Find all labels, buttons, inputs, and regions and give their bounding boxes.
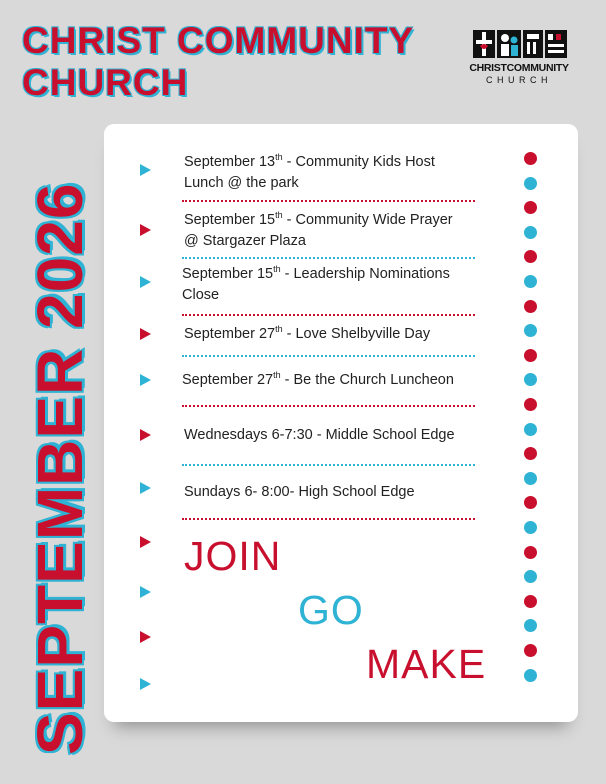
divider — [182, 355, 475, 357]
event-item — [184, 210, 453, 252]
dot-icon — [524, 595, 537, 608]
event-title: - Be the Church Luncheon — [280, 372, 454, 388]
dot-icon — [524, 324, 537, 337]
dot-icon — [524, 423, 537, 436]
logo-subtitle: CHURCH — [486, 75, 552, 85]
dot-icon — [524, 300, 537, 313]
divider — [182, 314, 475, 316]
bullet-triangle-icon — [140, 678, 151, 690]
logo-name-bold: CHRIST — [469, 62, 507, 74]
bullet-triangle-icon — [140, 276, 151, 288]
event-date-suffix: th — [275, 324, 283, 335]
bullet-triangle-icon — [140, 482, 151, 494]
church-logo-icon — [473, 26, 567, 60]
event-item — [184, 324, 430, 345]
bullet-triangle-icon — [140, 224, 151, 236]
event-date-suffix: th — [275, 210, 283, 221]
dot-icon — [524, 373, 537, 386]
dot-icon — [524, 644, 537, 657]
dot-icon — [524, 521, 537, 534]
bullet-triangle-icon — [140, 631, 151, 643]
divider — [182, 464, 475, 466]
event-title: Wednesdays 6-7:30 - Middle School Edge — [184, 427, 455, 443]
logo-name — [457, 62, 581, 74]
event-date: September 13 — [184, 154, 276, 170]
bullet-triangle-icon — [140, 429, 151, 441]
dot-icon — [524, 570, 537, 583]
event-item — [184, 425, 455, 446]
event-title-cont: Close — [182, 287, 220, 303]
slogan-join: JOIN — [184, 533, 282, 579]
dot-icon — [524, 201, 537, 214]
dot-icon — [524, 152, 537, 165]
dot-icon — [524, 472, 537, 485]
dot-icon — [524, 619, 537, 632]
dot-icon — [524, 250, 537, 263]
event-item — [184, 482, 415, 503]
divider — [182, 405, 475, 407]
church-logo — [457, 26, 581, 88]
bullet-triangle-icon — [140, 586, 151, 598]
event-date-suffix: th — [273, 370, 281, 381]
event-title: - Community Wide Prayer — [282, 212, 453, 228]
slogan-make: MAKE — [366, 641, 487, 687]
event-item — [182, 370, 454, 391]
dot-icon — [524, 226, 537, 239]
slogan-go: GO — [298, 587, 364, 633]
event-date: September 15 — [182, 266, 274, 282]
events-card — [104, 124, 578, 722]
dot-icon — [524, 546, 537, 559]
event-title: - Community Kids Host — [282, 154, 435, 170]
event-date: September 15 — [184, 212, 276, 228]
event-title: Sundays 6- 8:00- High School Edge — [184, 484, 415, 500]
divider — [182, 200, 475, 202]
divider — [182, 257, 475, 259]
event-item — [182, 264, 450, 306]
dot-icon — [524, 447, 537, 460]
dot-icon — [524, 669, 537, 682]
event-title: - Leadership Nominations — [280, 266, 450, 282]
bullet-triangle-icon — [140, 536, 151, 548]
event-date: September 27 — [184, 326, 276, 342]
bullet-triangle-icon — [140, 328, 151, 340]
bullet-triangle-icon — [140, 374, 151, 386]
event-date-suffix: th — [275, 152, 283, 163]
event-title: - Love Shelbyville Day — [282, 326, 431, 342]
church-title-line1: CHRIST COMMUNITY — [22, 20, 415, 61]
event-item — [184, 152, 435, 194]
event-date: September 27 — [182, 372, 274, 388]
event-title-cont: @ Stargazer Plaza — [184, 233, 306, 249]
event-date-suffix: th — [273, 264, 281, 275]
logo-name-rest: COMMUNITY — [506, 62, 569, 74]
month-banner: SEPTEMBER 2026 — [24, 182, 96, 755]
dot-icon — [524, 496, 537, 509]
event-title-cont: Lunch @ the park — [184, 175, 299, 191]
divider — [182, 518, 475, 520]
church-title-line2: CHURCH — [22, 62, 189, 103]
dot-icon — [524, 349, 537, 362]
bullet-triangle-icon — [140, 164, 151, 176]
dot-icon — [524, 275, 537, 288]
dot-icon — [524, 398, 537, 411]
dot-icon — [524, 177, 537, 190]
